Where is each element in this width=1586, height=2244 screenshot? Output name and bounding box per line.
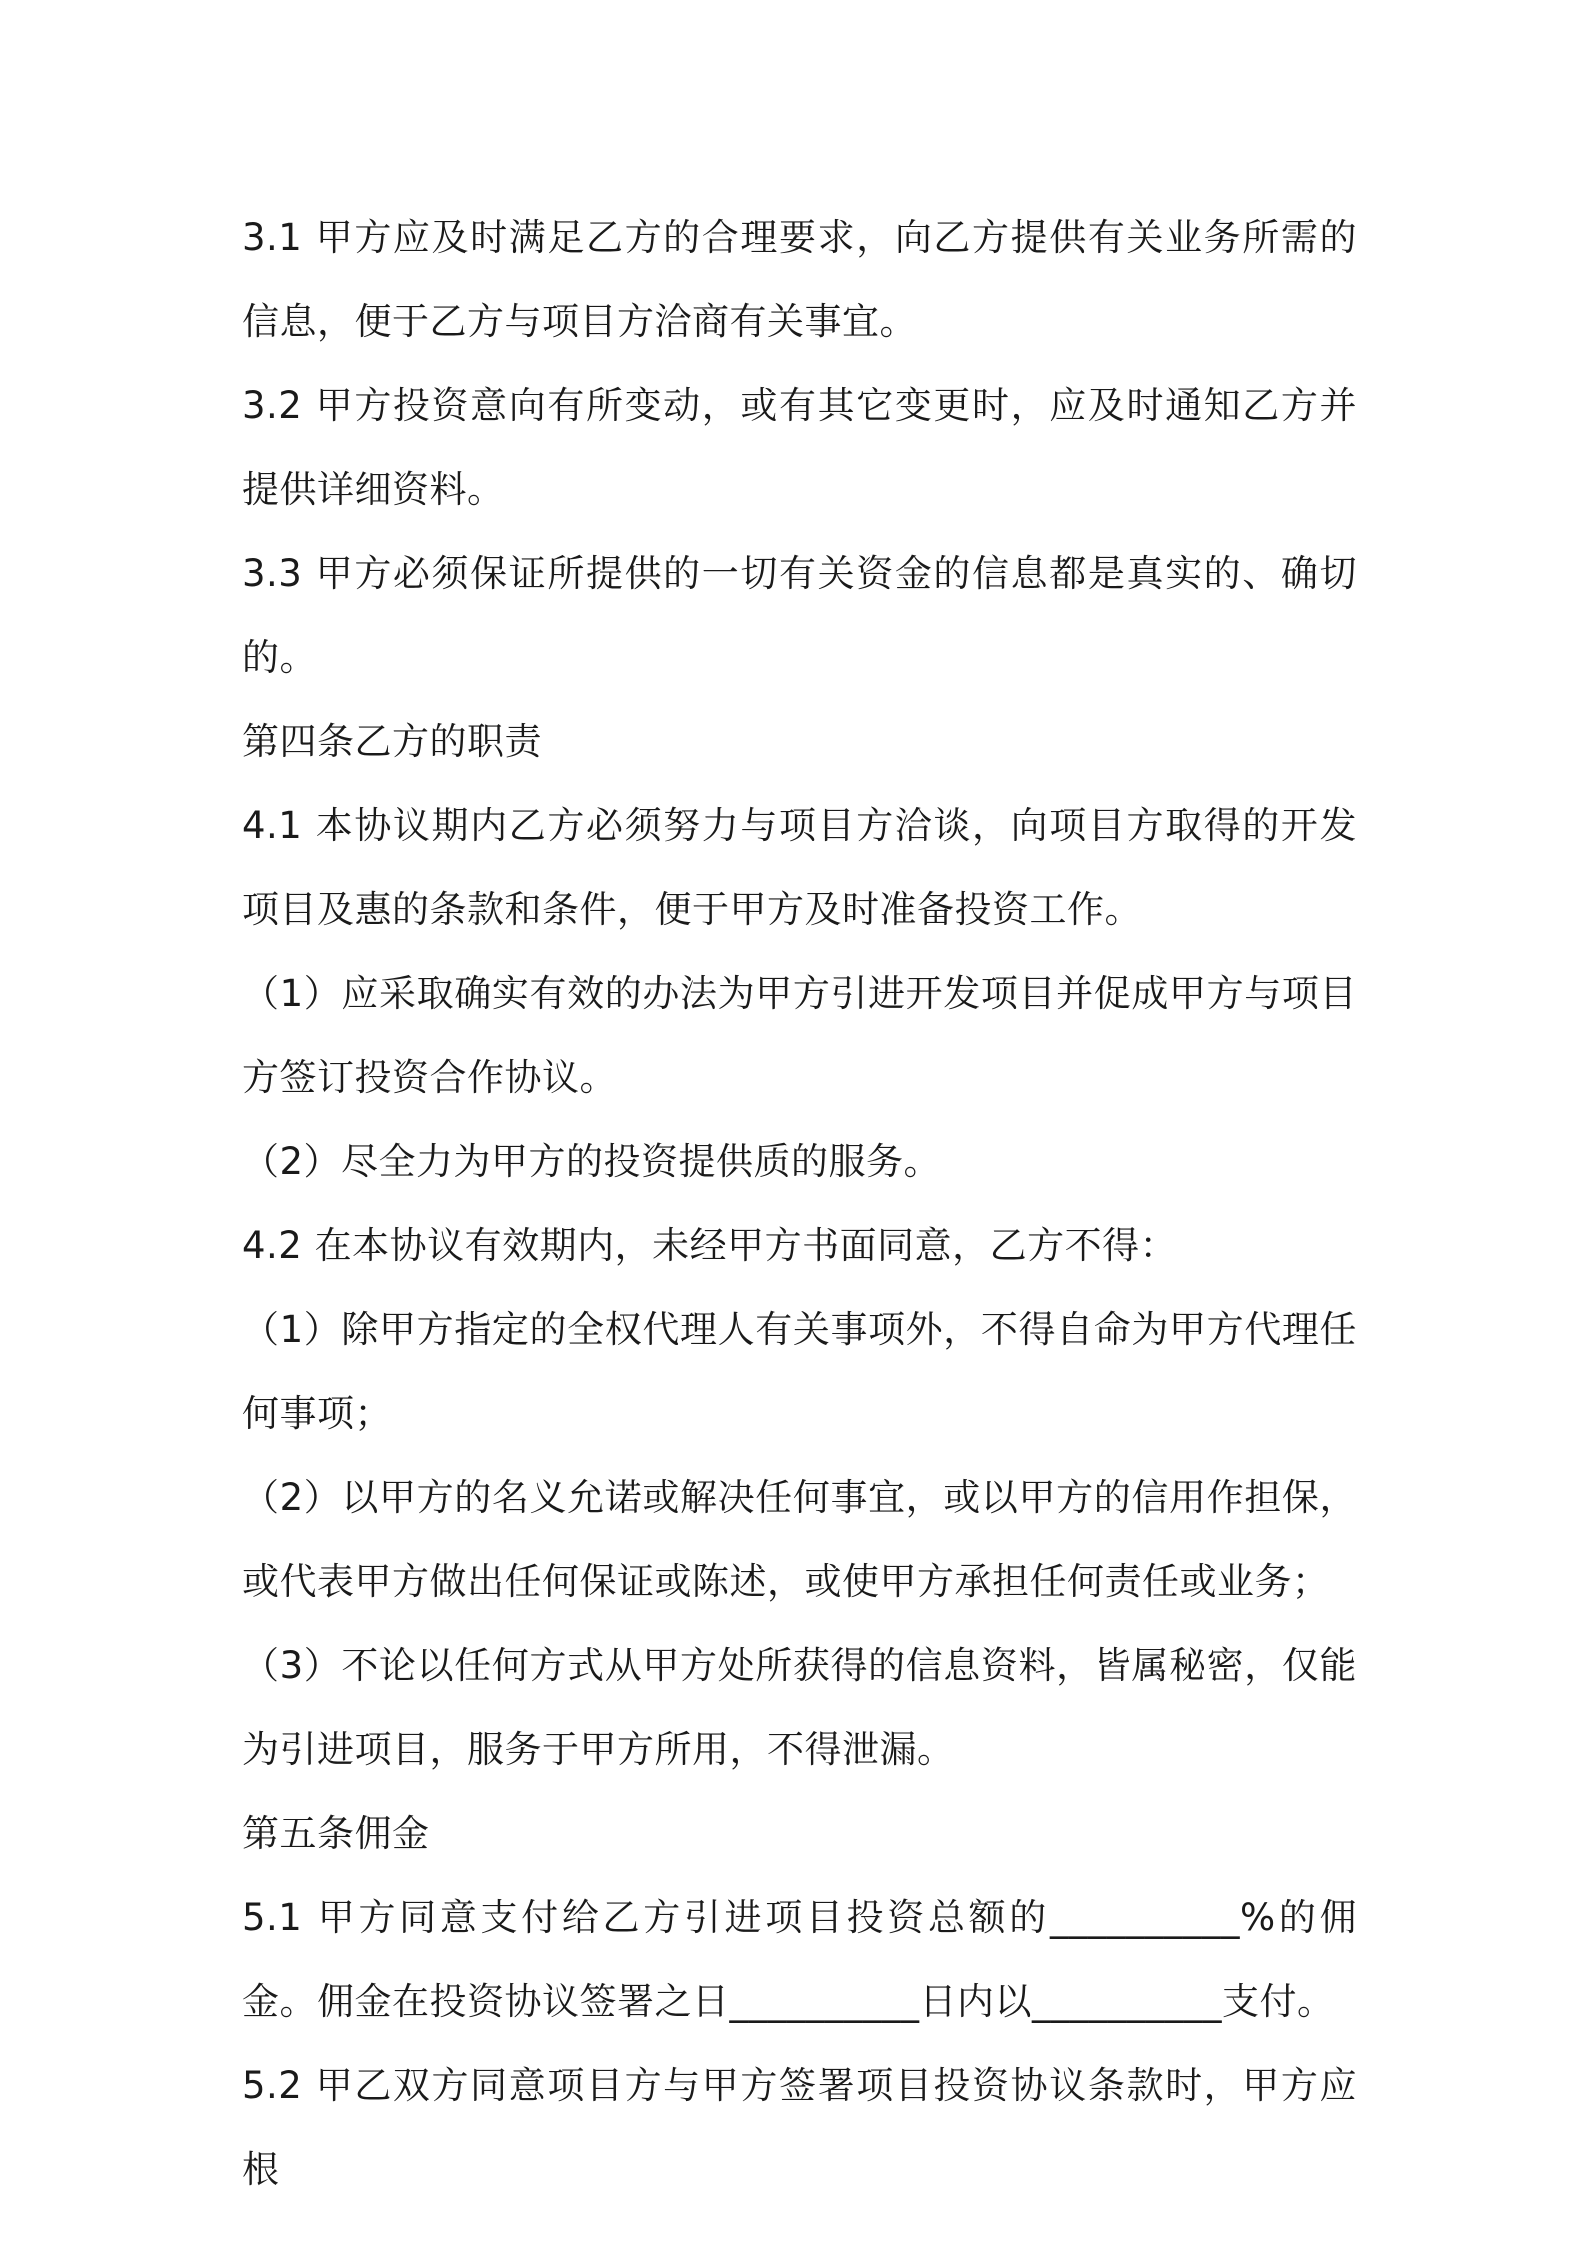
clause-4-1-item-2: （2）尽全力为甲方的投资提供质的服务。 [242, 1140, 942, 1183]
article-5-heading: 第五条佣金 [242, 1812, 430, 1855]
clause-4-2-item-3: （3）不论以任何方式从甲方处所获得的信息资料，皆属秘密，仅能为引进项目，服务于甲方所用，不得泄漏。 [242, 1644, 1357, 1771]
document-body [242, 196, 1357, 2212]
clause-3-1: 3.1 甲方应及时满足乙方的合理要求，向乙方提供有关业务所需的信息，便于乙方与项目方洽商有关事宜。 [242, 216, 1357, 343]
clause-4-2-item-1: （1）除甲方指定的全权代理人有关事项外，不得自命为甲方代理任何事项； [242, 1308, 1357, 1435]
clause-4-1-item-1: （1）应采取确实有效的办法为甲方引进开发项目并促成甲方与项目方签订投资合作协议。 [242, 972, 1357, 1099]
clause-5-2: 5.2 甲乙双方同意项目方与甲方签署项目投资协议条款时，甲方应根 [242, 2064, 1357, 2191]
article-4-heading: 第四条乙方的职责 [242, 720, 542, 763]
clause-4-2: 4.2 在本协议有效期内，未经甲方书面同意，乙方不得： [242, 1224, 1178, 1267]
clause-3-3: 3.3 甲方必须保证所提供的一切有关资金的信息都是真实的、确切的。 [242, 552, 1357, 679]
clause-4-2-item-2: （2）以甲方的名义允诺或解决任何事宜，或以甲方的信用作担保，或代表甲方做出任何保证或陈述，或使甲方承担任何责任或业务； [242, 1476, 1357, 1603]
clause-5-1: 5.1 甲方同意支付给乙方引进项目投资总额的__________%的佣金。佣金在投资协议签署之日__________日内以__________支付。 [242, 1896, 1357, 2023]
clause-4-1: 4.1 本协议期内乙方必须努力与项目方洽谈，向项目方取得的开发项目及惠的条款和条件，便于甲方及时准备投资工作。 [242, 804, 1357, 931]
clause-3-2: 3.2 甲方投资意向有所变动，或有其它变更时，应及时通知乙方并提供详细资料。 [242, 384, 1357, 511]
